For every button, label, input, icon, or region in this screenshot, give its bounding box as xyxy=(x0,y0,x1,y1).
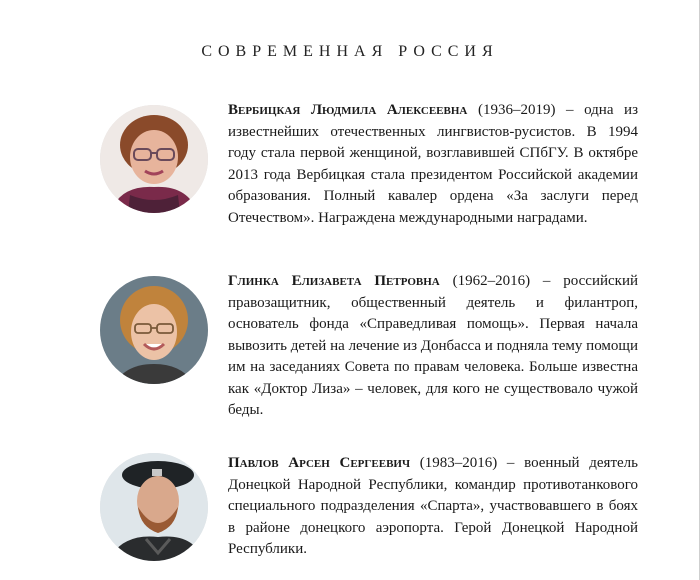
page-title: СОВРЕМЕННАЯ РОССИЯ xyxy=(201,42,499,60)
bio-text xyxy=(228,100,638,229)
bio-text xyxy=(228,453,638,561)
bio-name: Глинка Елизавета Петровна xyxy=(228,273,440,289)
bio-years: (1936–2019) xyxy=(477,102,556,118)
bio-years: (1983–2016) xyxy=(419,455,498,471)
bio-name: Вербицкая Людмила Алексеевна xyxy=(228,102,468,118)
bio-text xyxy=(228,271,638,422)
bio-years: (1962–2016) xyxy=(452,273,531,289)
bio-description: – военный деятель Донецкой Народной Республики, командир противотанкового специального подразделения «Спарта», участвовавшего в боях в районе донецкого аэропорта. Герой Донецкой Народной Республики. xyxy=(228,455,638,557)
bio-name: Павлов Арсен Сергеевич xyxy=(228,455,411,471)
portrait-photo xyxy=(100,105,208,213)
portrait-illustration xyxy=(100,453,208,561)
portrait-illustration xyxy=(100,105,208,213)
portrait-photo xyxy=(100,453,208,561)
bio-description: – российский правозащитник, общественный деятель и филантроп, основатель фонда «Справедливая помощь». Первая начала вывозить детей на лечение из Донбасса и подняла тему помощи им на заседаниях Совета по правам человека. Больше известна как «Доктор Лиза» – человек, для кого не существовало чужой беды. xyxy=(228,273,639,418)
portrait-photo xyxy=(100,276,208,384)
bio-description: – одна из известнейших отечественных лингвистов-русистов. В 1994 году стала первой женщиной, возглавившей СПбГУ. В октябре 2013 года Вербицкая стала президентом Российской академии образования. Полный кавалер ордена «За заслуги перед Отечеством». Награждена международными наградами. xyxy=(228,102,639,226)
portrait-illustration xyxy=(100,276,208,384)
